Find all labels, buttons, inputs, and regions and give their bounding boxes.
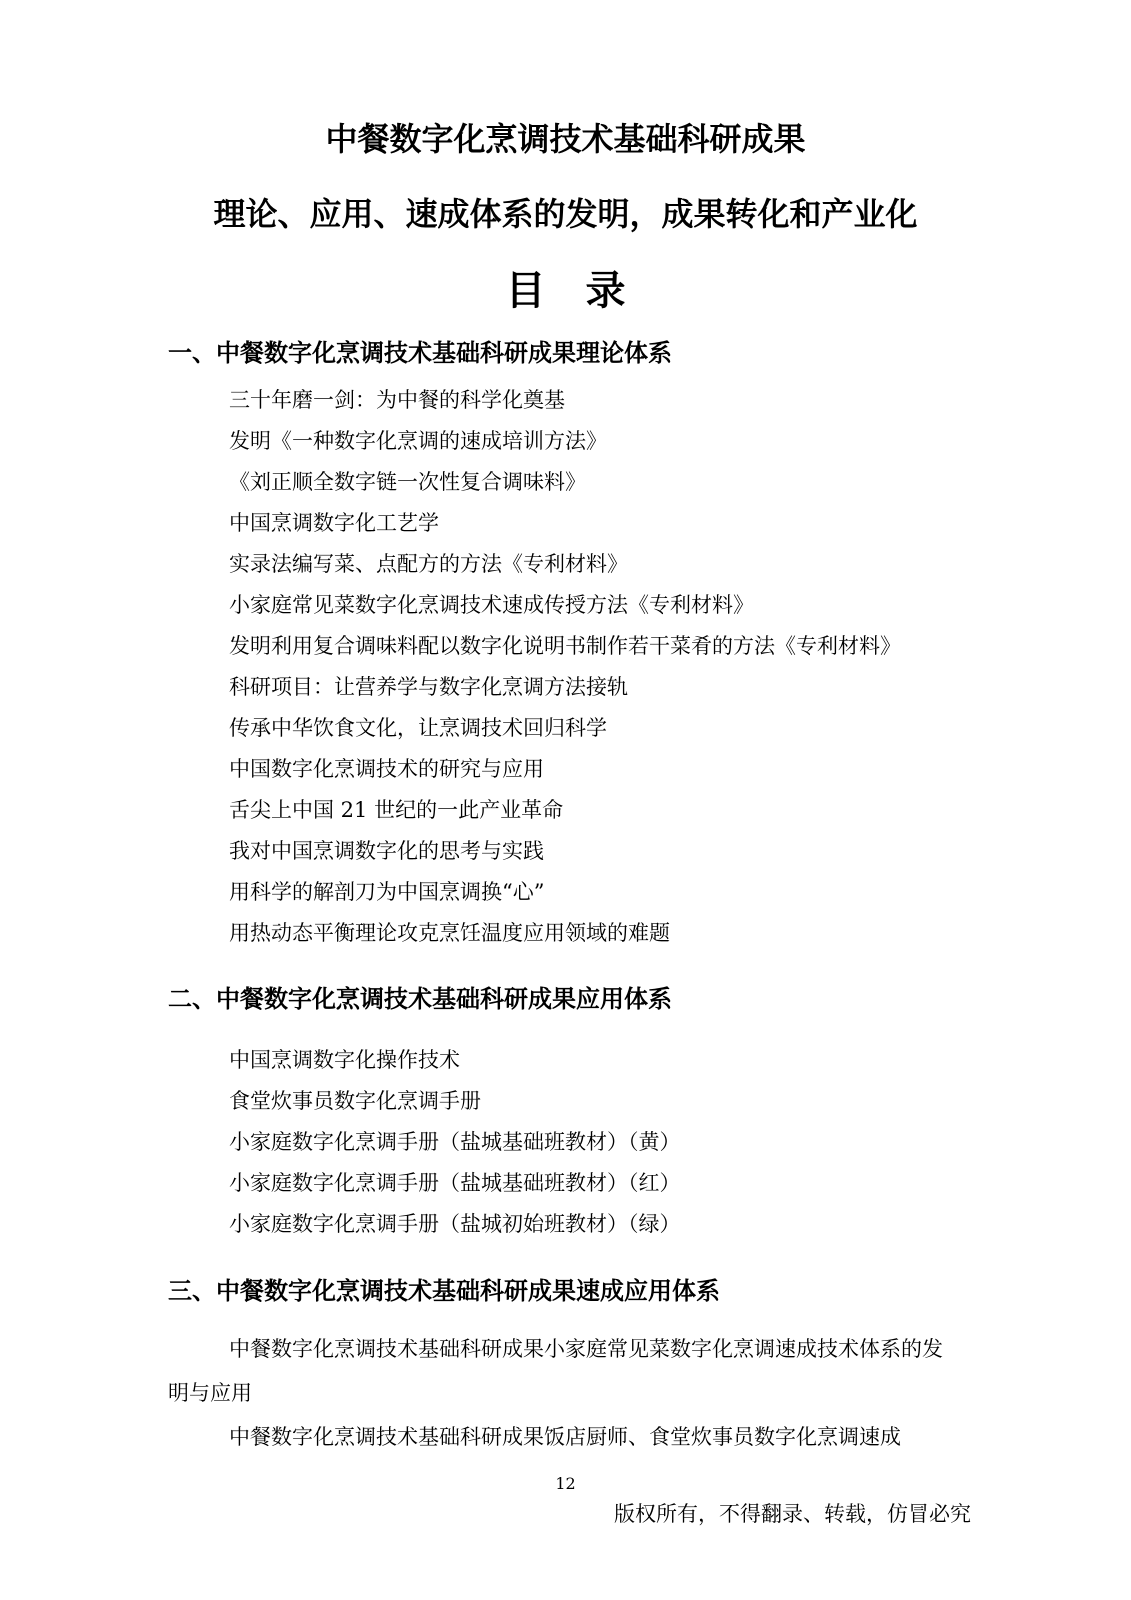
toc-item: 传承中华饮食文化，让烹调技术回归科学 xyxy=(229,716,607,740)
toc-list-application xyxy=(229,1040,681,1245)
section-heading-quick-application: 三、中餐数字化烹调技术基础科研成果速成应用体系 xyxy=(168,1277,720,1305)
toc-item: 中国烹调数字化工艺学 xyxy=(229,511,439,535)
document-title: 中餐数字化烹调技术基础科研成果 xyxy=(325,120,806,158)
toc-list-theory xyxy=(229,380,901,954)
toc-item: 用科学的解剖刀为中国烹调换“心” xyxy=(229,880,545,904)
toc-item: 三十年磨一剑：为中餐的科学化奠基 xyxy=(229,388,565,412)
table-of-contents-heading: 目录 xyxy=(505,268,666,314)
toc-item: 舌尖上中国 21 世纪的一此产业革命 xyxy=(229,798,564,822)
toc-item: 发明《一种数字化烹调的速成培训方法》 xyxy=(229,429,607,453)
toc-item: 我对中国烹调数字化的思考与实践 xyxy=(229,839,544,863)
section-heading-application: 二、中餐数字化烹调技术基础科研成果应用体系 xyxy=(168,985,672,1013)
toc-item: 小家庭常见菜数字化烹调技术速成传授方法《专利材料》 xyxy=(229,593,754,617)
section-heading-theory: 一、中餐数字化烹调技术基础科研成果理论体系 xyxy=(168,339,672,367)
toc-item: 小家庭数字化烹调手册（盐城初始班教材）（绿） xyxy=(229,1212,681,1236)
toc-item: 《刘正顺全数字链一次性复合调味料》 xyxy=(229,470,586,494)
toc-item: 科研项目：让营养学与数字化烹调方法接轨 xyxy=(229,675,628,699)
toc-item: 用热动态平衡理论攻克烹饪温度应用领域的难题 xyxy=(229,921,670,945)
toc-item: 实录法编写菜、点配方的方法《专利材料》 xyxy=(229,552,628,576)
page-number: 12 xyxy=(555,1474,576,1493)
document-subtitle: 理论、应用、速成体系的发明，成果转化和产业化 xyxy=(213,195,918,233)
toc-item: 小家庭数字化烹调手册（盐城基础班教材）（黄） xyxy=(229,1130,681,1154)
toc-item: 食堂炊事员数字化烹调手册 xyxy=(229,1089,481,1113)
toc-item: 中国烹调数字化操作技术 xyxy=(229,1048,460,1072)
toc-item: 中国数字化烹调技术的研究与应用 xyxy=(229,757,544,781)
copyright-notice: 版权所有，不得翻录、转载，仿冒必究 xyxy=(614,1502,971,1526)
toc-item: 发明利用复合调味料配以数字化说明书制作若干菜肴的方法《专利材料》 xyxy=(229,634,901,658)
paragraph: 中餐数字化烹调技术基础科研成果饭店厨师、食堂炊事员数字化烹调速成 xyxy=(229,1425,901,1449)
paragraph: 中餐数字化烹调技术基础科研成果小家庭常见菜数字化烹调速成技术体系的发明与应用 xyxy=(168,1337,943,1405)
toc-item: 小家庭数字化烹调手册（盐城基础班教材）（红） xyxy=(229,1171,681,1195)
